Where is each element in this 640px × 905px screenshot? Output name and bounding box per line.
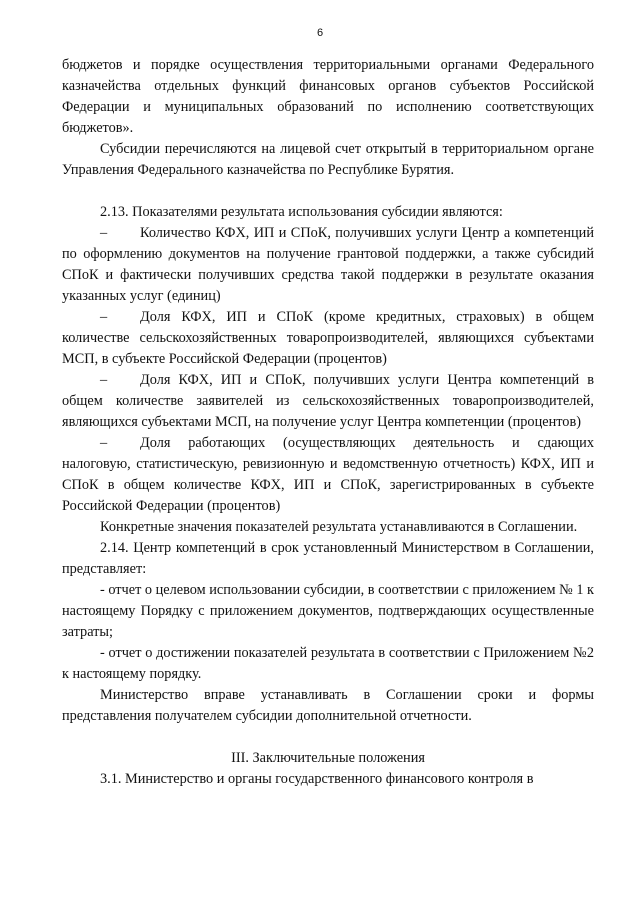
indicator-text: Доля работающих (осуществляющих деятельность и сдающих налоговую, статистическую, ревизионную и ведомственную отчетность) КФХ, ИП и СПоК в общем количестве КФХ, ИП и СПоК, зарегистрированных в субъекте Российской Федерации (процентов) xyxy=(62,435,594,514)
indicator-text: Количество КФХ, ИП и СПоК, получивших услуги Центр а компетенций по оформлению документов на получение грантовой поддержки, а также субсидий СПоК и фактически получивших средства такой поддержки в результате оказания указанных услуг (единиц) xyxy=(62,225,594,304)
indicator-item-4 xyxy=(62,433,594,517)
indicator-item-2 xyxy=(62,307,594,370)
dash-marker: – xyxy=(100,225,108,241)
section-3-title: III. Заключительные положения xyxy=(231,750,425,766)
clause-2-13-heading: 2.13. Показателями результата использования субсидии являются: xyxy=(100,204,503,220)
dash-marker: – xyxy=(100,309,108,325)
dash-marker: – xyxy=(100,372,108,388)
document-body xyxy=(62,55,594,790)
report-item-2: - отчет о достижении показателей результата в соответствии с Приложением №2 к настоящему порядку. xyxy=(62,645,594,682)
clause-3-1: 3.1. Министерство и органы государственного финансового контроля в xyxy=(100,771,534,787)
indicator-item-3 xyxy=(62,370,594,433)
dash-marker: – xyxy=(100,435,108,451)
paragraph-budget-continuation: бюджетов и порядке осуществления территориальными органами Федерального казначейства отдельных функций финансовых органов субъектов Российской Федерации и муниципальных образований по исполнению соответствующих бюджетов». xyxy=(62,57,594,136)
indicator-item-1 xyxy=(62,223,594,307)
paragraph-gap xyxy=(62,181,594,202)
indicator-text: Доля КФХ, ИП и СПоК, получивших услуги Центра компетенций в общем количестве заявителей из сельскохозяйственных товаропроизводителей, являющихся субъектами МСП, на получение услуг Центра компетенции (процентов) xyxy=(62,372,594,430)
paragraph-subsidy-transfer: Субсидии перечисляются на лицевой счет открытый в территориальном органе Управления Федерального казначейства по Республике Бурятия. xyxy=(62,141,594,178)
paragraph-gap xyxy=(62,727,594,748)
paragraph-additional-reporting: Министерство вправе устанавливать в Соглашении сроки и формы представления получателем субсидии дополнительной отчетности. xyxy=(62,687,594,724)
page-number: 6 xyxy=(316,27,324,39)
indicator-text: Доля КФХ, ИП и СПоК (кроме кредитных, страховых) в общем количестве сельскохозяйственных товаропроизводителей, являющихся субъектами МСП, в субъекте Российской Федерации (процентов) xyxy=(62,309,594,367)
report-item-1: - отчет о целевом использовании субсидии, в соответствии с приложением № 1 к настоящему Порядку с приложением документов, подтверждающих осуществленные затраты; xyxy=(62,582,594,640)
clause-2-14: 2.14. Центр компетенций в срок установленный Министерством в Соглашении, представляет: xyxy=(62,540,594,577)
paragraph-indicator-values: Конкретные значения показателей результата устанавливаются в Соглашении. xyxy=(100,519,578,535)
